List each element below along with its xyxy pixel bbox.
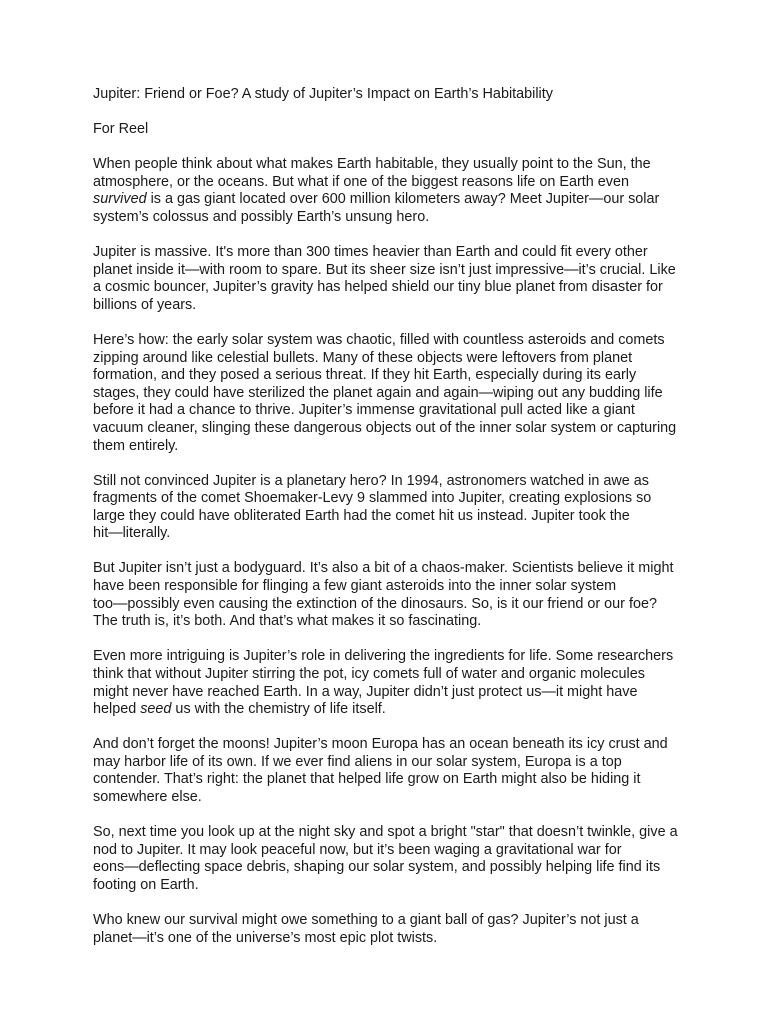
text-span: formation, and they posed a serious threat. If they hit Earth, especially during its early (93, 367, 637, 384)
text-span: Jupiter is massive. It's more than 300 times heavier than Earth and could fit every other (93, 244, 648, 261)
text-line (93, 666, 677, 684)
text-span: vacuum cleaner, slinging these dangerous objects out of the inner solar system or capturing (93, 419, 677, 436)
document-body (93, 86, 677, 947)
text-line (93, 789, 677, 807)
paragraph (93, 648, 677, 718)
text-line (93, 877, 677, 895)
text-span: them entirely. (93, 437, 179, 454)
text-line (93, 279, 677, 297)
text-line (93, 771, 677, 789)
paragraph (93, 824, 677, 894)
text-span: eons—deflecting space debris, shaping our solar system, and possibly helping life find its (93, 859, 661, 876)
emphasized-text: seed (140, 701, 172, 718)
text-span: footing on Earth. (93, 876, 199, 893)
text-line (93, 156, 677, 174)
text-span: too—possibly even causing the extinction of the dinosaurs. So, is it our friend or our foe? (93, 595, 657, 612)
text-span: helped (93, 701, 141, 718)
text-span: before it had a chance to thrive. Jupiter’s immense gravitational pull acted like a giant (93, 402, 635, 419)
text-span: planet—it’s one of the universe’s most epic plot twists. (93, 929, 438, 946)
text-line (93, 174, 677, 192)
text-line (93, 560, 677, 578)
text-span: And don’t forget the moons! Jupiter’s moon Europa has an ocean beneath its icy crust and (93, 736, 668, 753)
text-line (93, 350, 677, 368)
paragraph (93, 473, 677, 543)
paragraph (93, 244, 677, 314)
text-span: The truth is, it’s both. And that’s what makes it so fascinating. (93, 613, 482, 630)
text-span: hit—literally. (93, 525, 171, 542)
text-line (93, 438, 677, 456)
paragraph-list (93, 156, 677, 947)
text-line (93, 684, 677, 702)
text-line (93, 859, 677, 877)
text-span: contender. That’s right: the planet that helped life grow on Earth might also be hiding it (93, 771, 641, 788)
text-span: large they could have obliterated Earth had the comet hit us instead. Jupiter took the (93, 507, 630, 524)
text-line (93, 578, 677, 596)
paragraph (93, 332, 677, 455)
text-span: might never have reached Earth. In a way, Jupiter didn’t just protect us—it might have (93, 683, 638, 700)
text-span: think that without Jupiter stirring the pot, icy comets full of water and organic molecules (93, 665, 645, 682)
text-span: So, next time you look up at the night sky and spot a bright "star" that doesn’t twinkle, give a (93, 824, 678, 841)
text-span: have been responsible for flinging a few giant asteroids into the inner solar system (93, 578, 617, 595)
text-span: Still not convinced Jupiter is a planetary hero? In 1994, astronomers watched in awe as (93, 472, 649, 489)
text-span: somewhere else. (93, 789, 202, 805)
paragraph (93, 560, 677, 630)
text-line (93, 262, 677, 280)
text-span: nod to Jupiter. It may look peaceful now, but it’s been waging a gravitational war for (93, 841, 622, 858)
text-span: billions of years. (93, 296, 197, 313)
text-span: Who knew our survival might owe something to a giant ball of gas? Jupiter’s not just a (93, 911, 639, 928)
text-line (93, 385, 677, 403)
text-span: zipping around like celestial bullets. Many of these objects were leftovers from planet (93, 349, 633, 366)
paragraph (93, 912, 677, 947)
text-line (93, 613, 677, 631)
text-line (93, 367, 677, 385)
text-span: fragments of the comet Shoemaker-Levy 9 slammed into Jupiter, creating explosions so (93, 490, 652, 507)
text-line (93, 297, 677, 315)
text-span: system’s colossus and possibly Earth’s unsung hero. (93, 208, 430, 225)
text-line (93, 209, 677, 227)
paragraph (93, 156, 677, 226)
emphasized-text: survived (93, 191, 147, 208)
text-line (93, 648, 677, 666)
text-line (93, 244, 677, 262)
text-span: us with the chemistry of life itself. (171, 701, 386, 718)
text-span: Even more intriguing is Jupiter’s role in delivering the ingredients for life. Some researchers (93, 648, 674, 665)
text-line (93, 596, 677, 614)
document-subtitle: For Reel (93, 121, 149, 138)
text-span: Here’s how: the early solar system was chaotic, filled with countless asteroids and comets (93, 331, 665, 348)
text-span: is a gas giant located over 600 million kilometers away? Meet Jupiter—our solar (146, 191, 660, 208)
text-line (93, 490, 677, 508)
text-line (93, 402, 677, 420)
text-line (93, 420, 677, 438)
text-line (93, 754, 677, 772)
text-line (93, 912, 677, 930)
text-line (93, 824, 677, 842)
text-line (93, 930, 677, 948)
paragraph (93, 736, 677, 806)
text-span: may harbor life of its own. If we ever find aliens in our solar system, Europa is a top (93, 753, 622, 770)
text-span: stages, they could have sterilized the planet again and again—wiping out any budding life (93, 384, 663, 401)
text-line (93, 473, 677, 491)
text-line (93, 701, 677, 719)
text-line (93, 842, 677, 860)
text-span: atmosphere, or the oceans. But what if one of the biggest reasons life on Earth even (93, 173, 629, 190)
text-line (93, 525, 677, 543)
text-line (93, 332, 677, 350)
text-line (93, 508, 677, 526)
text-span: planet inside it—with room to spare. But its sheer size isn’t just impressive—it’s crucial. Like (93, 261, 676, 278)
text-span: But Jupiter isn’t just a bodyguard. It’s also a bit of a chaos-maker. Scientists believe it might (93, 560, 674, 577)
text-line (93, 191, 677, 209)
text-line (93, 736, 677, 754)
document-title: Jupiter: Friend or Foe? A study of Jupiter’s Impact on Earth’s Habitability (93, 86, 553, 102)
text-span: a cosmic bouncer, Jupiter’s gravity has helped shield our tiny blue planet from disaster for (93, 279, 663, 296)
text-span: When people think about what makes Earth habitable, they usually point to the Sun, the (93, 156, 651, 173)
